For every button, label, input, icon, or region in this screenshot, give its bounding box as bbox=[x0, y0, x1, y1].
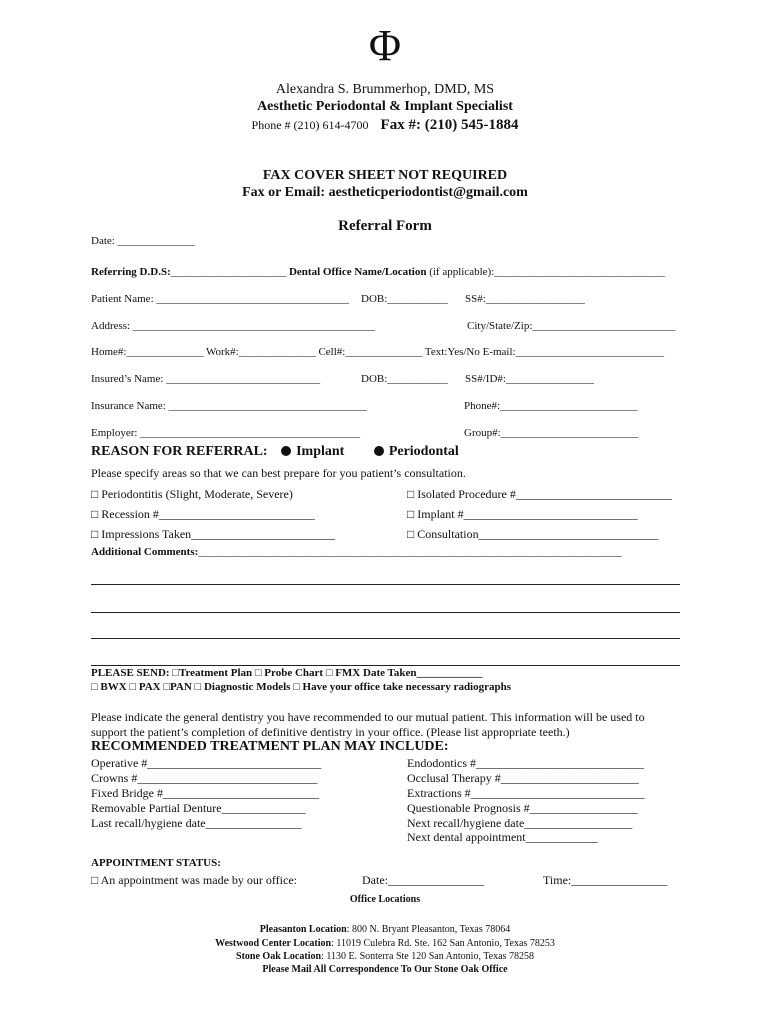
insurance-phone-field[interactable]: Phone#:_________________________ bbox=[464, 400, 638, 412]
pleasanton-address: : 800 N. Bryant Pleasanton, Texas 78064 bbox=[346, 924, 511, 935]
location-pleasanton bbox=[0, 924, 770, 935]
comment-line-4[interactable] bbox=[91, 665, 680, 666]
referring-row[interactable] bbox=[91, 266, 665, 278]
plan-fixed-bridge[interactable]: Fixed Bridge #__________________________ bbox=[91, 786, 319, 800]
appointment-time-field[interactable]: Time:________________ bbox=[543, 873, 668, 887]
dob-field[interactable]: DOB:___________ bbox=[361, 293, 448, 305]
office-locations-heading: Office Locations bbox=[349, 894, 421, 905]
plan-next-recall[interactable]: Next recall/hygiene date__________________ bbox=[407, 816, 633, 830]
comment-line-2[interactable] bbox=[91, 612, 680, 613]
office-label: Dental Office Name/Location bbox=[288, 266, 427, 278]
referral-instruction: Please specify areas so that we can best prepare for you patient’s consultation. bbox=[91, 466, 466, 480]
checkbox-impressions[interactable]: □ Impressions Taken________________________ bbox=[91, 527, 336, 541]
option-periodontal-label: Periodontal bbox=[388, 444, 459, 459]
office-line[interactable]: _______________________________ bbox=[494, 266, 665, 278]
notice-fax-email: Fax or Email: aestheticperiodontist@gmail.com bbox=[242, 185, 528, 200]
comments-label: Additional Comments: bbox=[91, 546, 199, 558]
plan-paragraph-2: support the patient’s completion of definitive dentistry in your office. (Please list appropriate teeth.) bbox=[91, 725, 570, 739]
patient-name-field[interactable]: Patient Name: ___________________________________ bbox=[91, 293, 349, 305]
date-field[interactable]: Date: ______________ bbox=[91, 235, 195, 247]
plan-heading: RECOMMENDED TREATMENT PLAN MAY INCLUDE: bbox=[91, 739, 449, 754]
plan-operative[interactable]: Operative #_____________________________ bbox=[91, 756, 322, 770]
city-field[interactable]: City/State/Zip:__________________________ bbox=[467, 320, 676, 332]
checkbox-periodontitis[interactable]: □ Periodontitis (Slight, Moderate, Severe) bbox=[91, 487, 293, 501]
option-periodontal[interactable] bbox=[374, 444, 459, 459]
logo-phi: Φ bbox=[368, 21, 402, 70]
plan-extractions[interactable]: Extractions #_____________________________ bbox=[407, 786, 645, 800]
westwood-label: Westwood Center Location bbox=[215, 938, 332, 949]
insured-name-field[interactable]: Insured’s Name: ____________________________ bbox=[91, 373, 321, 385]
location-stone-oak bbox=[0, 951, 770, 962]
employer-field[interactable]: Employer: ________________________________________ bbox=[91, 427, 361, 439]
appointment-heading: APPOINTMENT STATUS: bbox=[91, 857, 221, 869]
appointment-made-checkbox[interactable]: □ An appointment was made by our office: bbox=[91, 873, 297, 887]
referring-label: Referring D.D.S: bbox=[91, 266, 171, 278]
specialty: Aesthetic Periodontal & Implant Specialist bbox=[257, 99, 513, 114]
plan-occlusal-therapy[interactable]: Occlusal Therapy #_______________________ bbox=[407, 771, 639, 785]
option-implant-label: Implant bbox=[296, 444, 345, 459]
mail-note: Please Mail All Correspondence To Our Stone Oak Office bbox=[262, 964, 508, 975]
westwood-address: : 11019 Culebra Rd. Ste. 162 San Antonio, Texas 78253 bbox=[331, 938, 555, 949]
group-field[interactable]: Group#:_________________________ bbox=[464, 427, 639, 439]
location-westwood bbox=[0, 938, 770, 949]
selected-dot-icon bbox=[374, 446, 384, 456]
form-title: Referral Form bbox=[338, 218, 432, 234]
option-implant[interactable] bbox=[281, 444, 344, 459]
checkbox-isolated-procedure[interactable]: □ Isolated Procedure #__________________________ bbox=[407, 487, 672, 501]
stone-oak-address: : 1130 E. Sonterra Ste 120 San Antonio, Texas 78258 bbox=[321, 951, 534, 962]
checkbox-consultation[interactable]: □ Consultation______________________________ bbox=[407, 527, 659, 541]
address-field[interactable]: Address: ____________________________________________ bbox=[91, 320, 375, 332]
office-note: (if applicable): bbox=[429, 266, 495, 278]
comment-line-3[interactable] bbox=[91, 638, 680, 639]
checkbox-recession[interactable]: □ Recession #__________________________ bbox=[91, 507, 315, 521]
plan-removable-partial[interactable]: Removable Partial Denture______________ bbox=[91, 801, 306, 815]
please-send-row-2[interactable]: □ BWX □ PAX □PAN □ Diagnostic Models □ Have your office take necessary radiographs bbox=[91, 681, 512, 693]
appointment-date-field[interactable]: Date:________________ bbox=[362, 873, 484, 887]
phone-number: Phone # (210) 614-4700 bbox=[251, 118, 369, 132]
selected-dot-icon bbox=[281, 446, 291, 456]
comment-line-1[interactable] bbox=[91, 584, 680, 585]
phones-row[interactable]: Home#:______________ Work#:______________ Cell#:______________ Text:Yes/No E-mail:___________________________ bbox=[91, 346, 665, 358]
please-send-row-1[interactable]: PLEASE SEND: □Treatment Plan □ Probe Chart □ FMX Date Taken____________ bbox=[91, 667, 483, 679]
ssid-field[interactable]: SS#/ID#:________________ bbox=[465, 373, 594, 385]
notice-cover-sheet: FAX COVER SHEET NOT REQUIRED bbox=[262, 168, 508, 183]
referral-heading: REASON FOR REFERRAL: bbox=[91, 444, 268, 459]
plan-next-appointment[interactable]: Next dental appointment____________ bbox=[407, 830, 598, 844]
insurance-name-field[interactable]: Insurance Name: ____________________________________ bbox=[91, 400, 367, 412]
contact-line bbox=[0, 116, 770, 134]
pleasanton-label: Pleasanton Location bbox=[259, 924, 347, 935]
checkbox-implant[interactable]: □ Implant #_____________________________ bbox=[407, 507, 638, 521]
plan-questionable-prognosis[interactable]: Questionable Prognosis #__________________ bbox=[407, 801, 638, 815]
fax-number: Fax #: (210) 545-1884 bbox=[380, 117, 519, 133]
referral-heading-row bbox=[91, 444, 459, 460]
comments-line[interactable]: _____________________________________________________________________________ bbox=[198, 546, 622, 558]
plan-paragraph-1: Please indicate the general dentistry you have recommended to our mutual patient. This information will be used to bbox=[91, 710, 645, 724]
plan-crowns[interactable]: Crowns #______________________________ bbox=[91, 771, 318, 785]
plan-last-recall[interactable]: Last recall/hygiene date________________ bbox=[91, 816, 302, 830]
insured-dob-field[interactable]: DOB:___________ bbox=[361, 373, 448, 385]
ss-field[interactable]: SS#:__________________ bbox=[465, 293, 585, 305]
comments-row[interactable] bbox=[91, 546, 622, 558]
stone-oak-label: Stone Oak Location bbox=[236, 951, 322, 962]
plan-endodontics[interactable]: Endodontics #____________________________ bbox=[407, 756, 644, 770]
doctor-name: Alexandra S. Brummerhop, DMD, MS bbox=[275, 82, 495, 97]
referring-line[interactable]: _____________________ bbox=[170, 266, 287, 278]
